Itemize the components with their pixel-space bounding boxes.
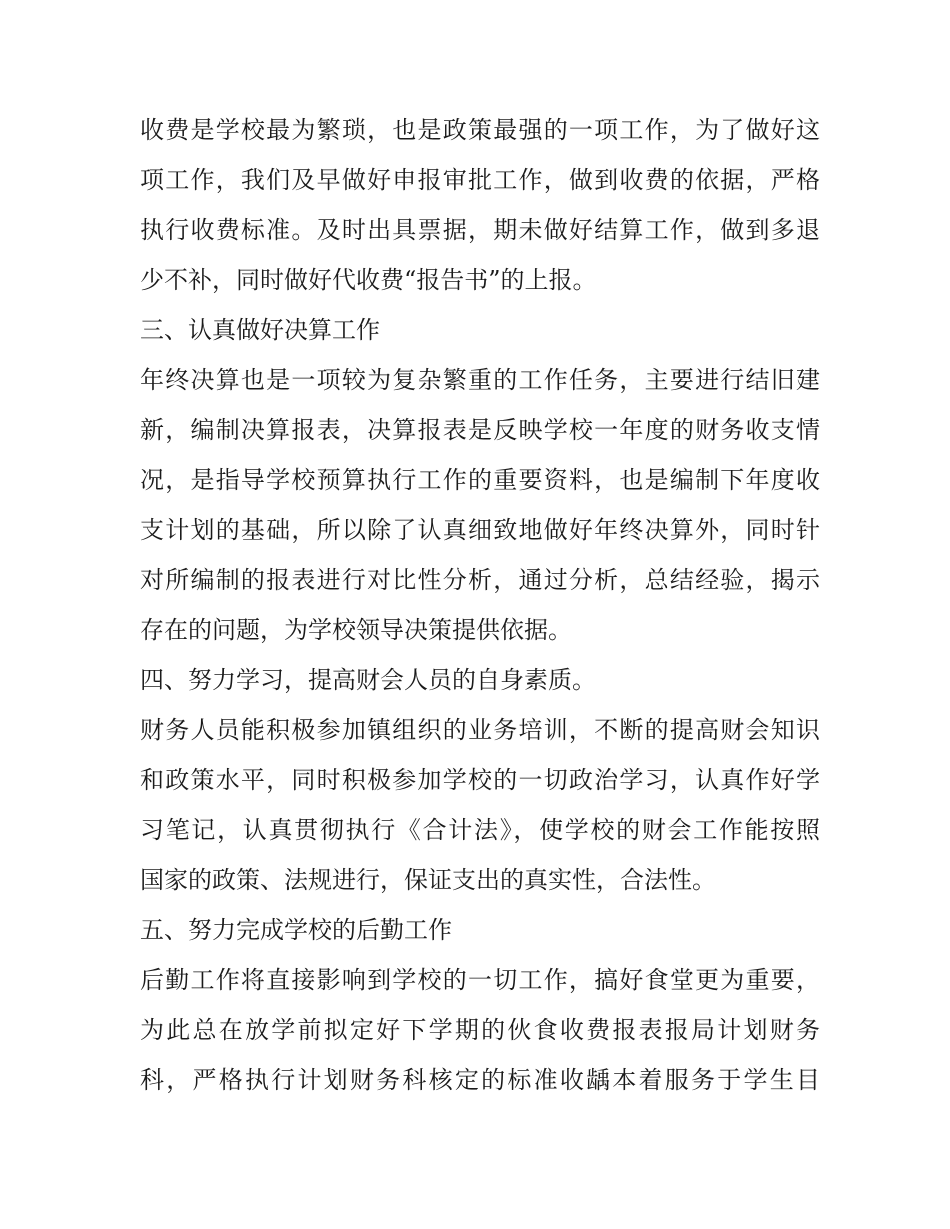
body-text-line: 为此总在放学前拟定好下学期的伙食收费报表报局计划财务	[140, 1016, 820, 1044]
body-text-line: 项工作，我们及早做好申报审批工作，做到收费的依据，严格	[140, 166, 820, 194]
body-text-line: 况，是指导学校预算执行工作的重要资料，也是编制下年度收	[140, 466, 820, 494]
document-body	[140, 105, 820, 1105]
body-text-line: 后勤工作将直接影响到学校的一切工作，搞好食堂更为重要，	[140, 966, 820, 994]
body-text-line: 存在的问题，为学校领导决策提供依据。	[140, 616, 572, 644]
body-text-line: 新，编制决算报表，决算报表是反映学校一年度的财务收支情	[140, 416, 820, 444]
body-text-line: 年终决算也是一项较为复杂繁重的工作任务，主要进行结旧建	[140, 366, 820, 394]
section-heading: 四、努力学习，提高财会人员的自身素质。	[140, 666, 596, 694]
body-text-line: 少不补，同时做好代收费“报告书”的上报。	[140, 266, 597, 294]
body-text-line: 习笔记，认真贯彻执行《合计法》，使学校的财会工作能按照	[140, 816, 820, 844]
body-text-line: 国家的政策、法规进行，保证支出的真实性，合法性。	[140, 866, 716, 894]
body-text-line: 执行收费标准。及时出具票据，期未做好结算工作，做到多退	[140, 216, 820, 244]
section-heading: 五、努力完成学校的后勤工作	[140, 916, 452, 944]
body-text-line: 财务人员能积极参加镇组织的业务培训，不断的提高财会知识	[140, 716, 820, 744]
body-text-line: 科，严格执行计划财务科核定的标准收龋本着服务于学生目	[140, 1066, 820, 1094]
section-heading: 三、认真做好决算工作	[140, 316, 380, 344]
body-text-line: 收费是学校最为繁琐，也是政策最强的一项工作，为了做好这	[140, 116, 820, 144]
body-text-line: 支计划的基础，所以除了认真细致地做好年终决算外，同时针	[140, 516, 820, 544]
body-text-line: 对所编制的报表进行对比性分析，通过分析，总结经验，揭示	[140, 566, 820, 594]
body-text-line: 和政策水平，同时积极参加学校的一切政治学习，认真作好学	[140, 766, 820, 794]
